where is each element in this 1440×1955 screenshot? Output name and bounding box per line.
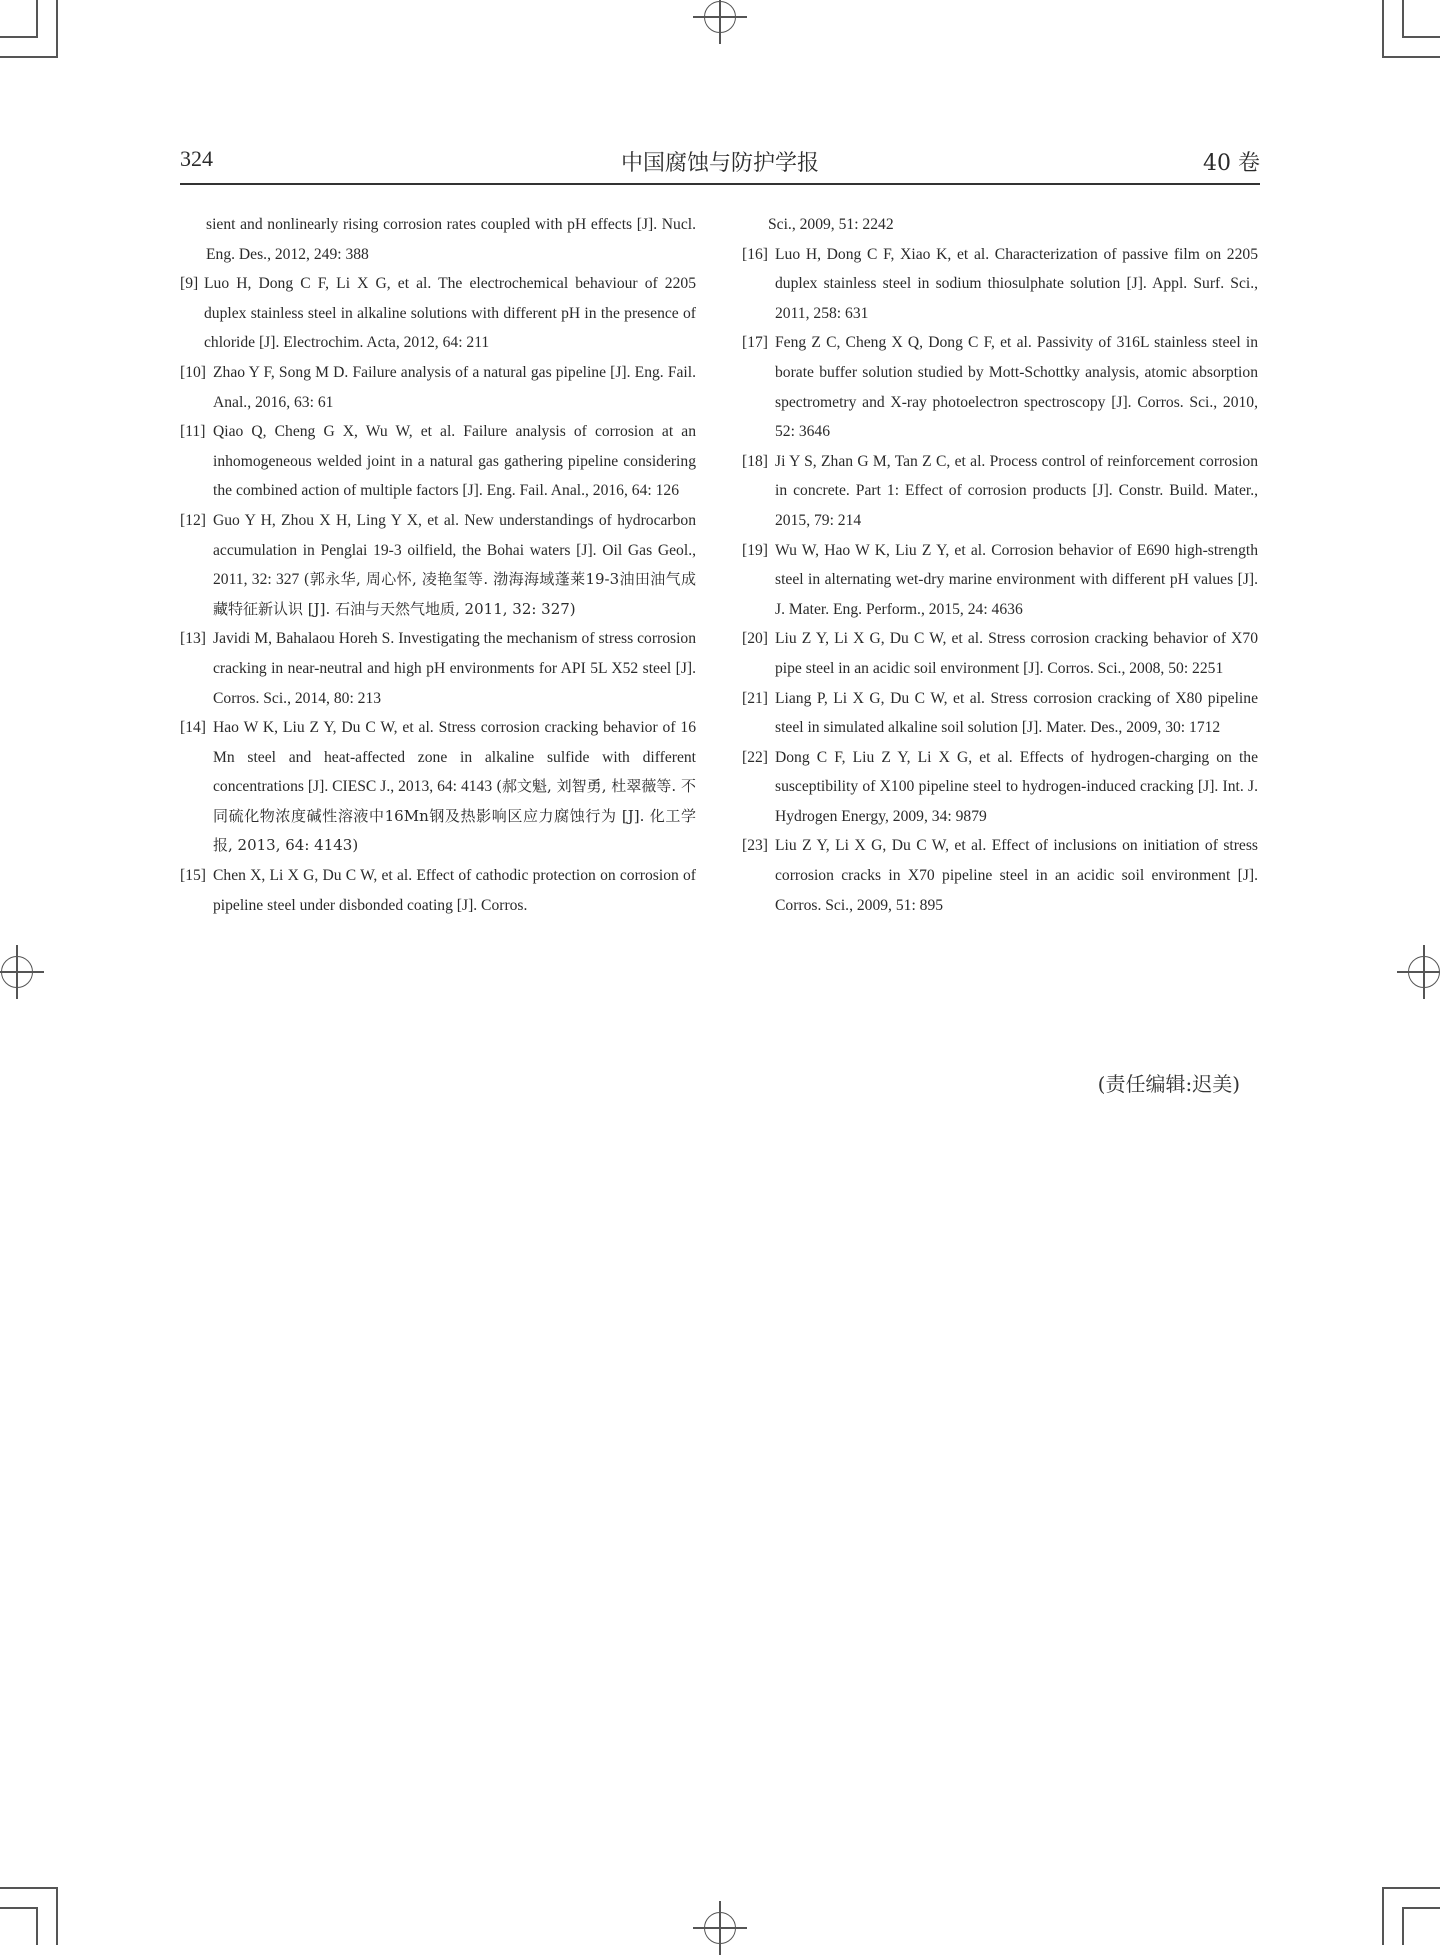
reference-number: [17] — [742, 334, 768, 352]
reference-column-right — [742, 210, 1258, 920]
reference-text: Liang P, Li X G, Du C W, et al. Stress corrosion cracking of X80 pipeline steel in simulated alkaline soil solution [J]. Mater. Des., 2009, 30: 1712 — [775, 689, 1258, 737]
crop-mark-bottom-right-v — [1382, 1887, 1384, 1945]
reference-number: [15] — [180, 867, 206, 885]
registration-mark-bottom — [704, 1912, 736, 1944]
crop-mark-top-right-h — [1382, 56, 1440, 58]
reference-text: Ji Y S, Zhan G M, Tan Z C, et al. Process control of reinforcement corrosion in concrete. Part 1: Effect of corrosion products [J]. Constr. Build. Mater., 2015, 79: 214 — [775, 452, 1258, 529]
reference-number: [19] — [742, 541, 768, 559]
responsible-editor-note: (责任编辑:迟美) — [1097, 1072, 1240, 1096]
reference-text: Wu W, Hao W K, Liu Z Y, et al. Corrosion behavior of E690 high-strength steel in alternating wet-dry marine environment with different pH values [J]. J. Mater. Eng. Perform., 2015, 24: 4636 — [775, 541, 1258, 618]
reference-chinese-text: (郝文魁, 刘智勇, 杜翠薇等. 不同硫化物浓度碱性溶液中16Mn钢及热影响区应力腐蚀行为 [J]. 化工学报, 2013, 64: 4143) — [213, 777, 696, 855]
reference-item — [742, 328, 1258, 446]
crop-mark-bottom-left-v — [36, 1907, 38, 1945]
reference-number: [12] — [180, 511, 206, 529]
reference-number: [18] — [742, 452, 768, 470]
reference-text: Zhao Y F, Song M D. Failure analysis of a natural gas pipeline [J]. Eng. Fail. Anal., 2016, 63: 61 — [213, 363, 696, 411]
crop-mark-bottom-left-h2 — [0, 1887, 58, 1889]
crop-mark-top-right-v2 — [1402, 0, 1404, 38]
reference-continuation: sient and nonlinearly rising corrosion rates coupled with pH effects [J]. Nucl. Eng. Des., 2012, 249: 388 — [206, 216, 696, 263]
reference-number: [20] — [742, 630, 768, 648]
reference-number: [10] — [180, 363, 206, 381]
registration-mark-right — [1408, 956, 1440, 988]
reference-number: [23] — [742, 837, 768, 855]
reference-text: Qiao Q, Cheng G X, Wu W, et al. Failure analysis of corrosion at an inhomogeneous welded joint in a natural gas gathering pipeline considering the combined action of multiple factors [J]. Eng. Fail. Anal., 2016, 64: 126 — [213, 423, 696, 500]
crop-mark-top-right-v — [1382, 0, 1384, 58]
reference-text: Luo H, Dong C F, Xiao K, et al. Characterization of passive film on 2205 duplex stainless steel in sodium thiosulphate solution [J]. Appl. Surf. Sci., 2011, 258: 631 — [775, 245, 1258, 322]
crop-mark-top-left-v — [36, 0, 38, 38]
reference-number: [21] — [742, 689, 768, 707]
volume-label: 40 卷 — [1203, 151, 1260, 176]
reference-item — [742, 536, 1258, 625]
reference-continuation: Sci., 2009, 51: 2242 — [768, 216, 894, 233]
reference-item — [180, 506, 696, 624]
journal-title: 中国腐蚀与防护学报 — [620, 151, 819, 176]
reference-text: Liu Z Y, Li X G, Du C W, et al. Effect of inclusions on initiation of stress corrosion cracks in X70 pipeline steel in an acidic soil environment [J]. Corros. Sci., 2009, 51: 895 — [775, 837, 1258, 914]
reference-text: Liu Z Y, Li X G, Du C W, et al. Stress corrosion cracking behavior of X70 pipe steel in an acidic soil environment [J]. Corros. Sci., 2008, 50: 2251 — [775, 630, 1258, 677]
reference-number: [13] — [180, 630, 206, 648]
reference-number: [14] — [180, 719, 206, 737]
reference-item — [180, 358, 696, 417]
registration-mark-left — [1, 956, 33, 988]
registration-mark-top — [704, 1, 736, 33]
crop-mark-top-left-v2 — [56, 0, 58, 58]
reference-item — [180, 713, 696, 861]
reference-number: [22] — [742, 748, 768, 766]
reference-item — [180, 269, 696, 358]
running-header — [180, 146, 1260, 180]
reference-text: Guo Y H, Zhou X H, Ling Y X, et al. New understandings of hydrocarbon accumulation in Penglai 19-3 oilfield, the Bohai waters [J]. Oil Gas Geol., 2011, 32: 327 — [213, 511, 696, 589]
reference-item — [742, 831, 1258, 920]
reference-item — [742, 684, 1258, 743]
reference-item — [180, 417, 696, 506]
reference-item — [742, 624, 1258, 683]
crop-mark-bottom-right-h — [1382, 1887, 1440, 1889]
reference-item — [742, 447, 1258, 536]
reference-text: Feng Z C, Cheng X Q, Dong C F, et al. Passivity of 316L stainless steel in borate buffer solution studied by Mott-Schottky analysis, atomic absorption spectrometry and X-ray photoelectron spectroscopy [J]. Corros. Sci., 2010, 52: 3646 — [775, 334, 1258, 441]
header-rule — [180, 183, 1260, 185]
crop-mark-bottom-left-v2 — [56, 1887, 58, 1945]
reference-text: Hao W K, Liu Z Y, Du C W, et al. Stress corrosion cracking behavior of 16 Mn steel and heat-affected zone in alkaline sulfide with different concentrations [J]. CIESC J., 2013, 64: 4143 — [213, 719, 696, 796]
crop-mark-top-left-h2 — [0, 56, 58, 58]
reference-text: Chen X, Li X G, Du C W, et al. Effect of cathodic protection on corrosion of pipeline steel under disbonded coating [J]. Corros. — [213, 867, 696, 914]
reference-number: [9] — [180, 275, 199, 293]
reference-chinese-text: (郭永华, 周心怀, 凌艳玺等. 渤海海域蓬莱19-3油田油气成藏特征新认识 [J]. 石油与天然气地质, 2011, 32: 327) — [213, 570, 696, 618]
reference-column-left — [180, 210, 696, 920]
reference-text: Javidi M, Bahalaou Horeh S. Investigating the mechanism of stress corrosion cracking in near-neutral and high pH environments for API 5L X52 steel [J]. Corros. Sci., 2014, 80: 213 — [213, 630, 696, 707]
crop-mark-top-left-h — [0, 36, 38, 38]
reference-item — [180, 861, 696, 920]
reference-number: [11] — [180, 423, 206, 441]
page-number: 324 — [180, 146, 213, 171]
crop-mark-bottom-right-h2 — [1402, 1907, 1440, 1909]
reference-item — [742, 743, 1258, 832]
reference-item — [180, 624, 696, 713]
crop-mark-bottom-right-v2 — [1402, 1907, 1404, 1945]
crop-mark-top-right-h2 — [1402, 36, 1440, 38]
reference-text: Luo H, Dong C F, Li X G, et al. The electrochemical behaviour of 2205 duplex stainless steel in alkaline solutions with different pH in the presence of chloride [J]. Electrochim. Acta, 2012, 64: 211 — [204, 275, 696, 352]
reference-text: Dong C F, Liu Z Y, Li X G, et al. Effects of hydrogen-charging on the susceptibility of X100 pipeline steel to hydrogen-induced cracking [J]. Int. J. Hydrogen Energy, 2009, 34: 9879 — [775, 748, 1258, 825]
reference-number: [16] — [742, 245, 768, 263]
reference-item — [742, 240, 1258, 329]
crop-mark-bottom-left-h — [0, 1907, 38, 1909]
